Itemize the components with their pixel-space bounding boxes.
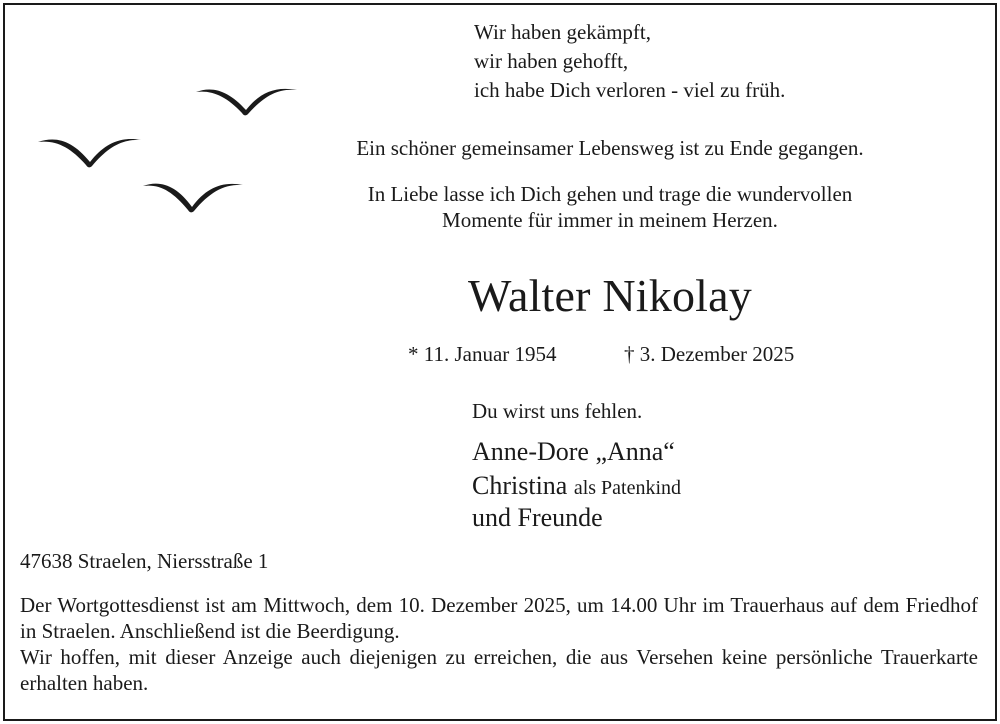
poem-line: ich habe Dich verloren - viel zu früh. <box>474 78 786 102</box>
deceased-name: Walter Nikolay <box>468 270 752 321</box>
mourner-3: und Freunde <box>472 503 603 532</box>
bird-icon <box>196 89 297 116</box>
birds-illustration <box>0 0 320 230</box>
apology-paragraph: Wir hoffen, mit dieser Anzeige auch diejenigen zu erreichen, die aus Versehen keine persönliche Trauerkarte erhalten haben. <box>20 645 978 695</box>
mourner-2-name: Christina <box>472 471 568 500</box>
bird-icon <box>143 184 243 213</box>
life-path-line: Ein schöner gemeinsamer Lebensweg ist zu Ende gegangen. <box>356 136 864 160</box>
bird-icon <box>38 139 141 167</box>
service-paragraph: Der Wortgottesdienst ist am Mittwoch, dem 10. Dezember 2025, um 14.00 Uhr im Trauerhaus auf dem Friedhof in Straelen. Anschließend ist die Beerdigung. <box>20 593 978 643</box>
farewell-line: In Liebe lasse ich Dich gehen und trage die wundervollen <box>367 182 853 206</box>
poem <box>474 18 785 105</box>
poem-line: wir haben gehofft, <box>474 49 629 73</box>
address: 47638 Straelen, Niersstraße 1 <box>20 549 269 573</box>
mourner-2 <box>472 470 681 504</box>
birth-date: * 11. Januar 1954 <box>408 342 557 366</box>
mourner-2-note: als Patenkind <box>573 477 682 499</box>
service-notice <box>20 592 978 696</box>
miss-you-text: Du wirst uns fehlen. <box>472 399 643 423</box>
death-date: † 3. Dezember 2025 <box>624 342 795 366</box>
mourner-1: Anne-Dore „Anna“ <box>472 437 675 466</box>
poem-line: Wir haben gekämpft, <box>474 20 652 44</box>
farewell-line: Momente für immer in meinem Herzen. <box>442 208 778 232</box>
